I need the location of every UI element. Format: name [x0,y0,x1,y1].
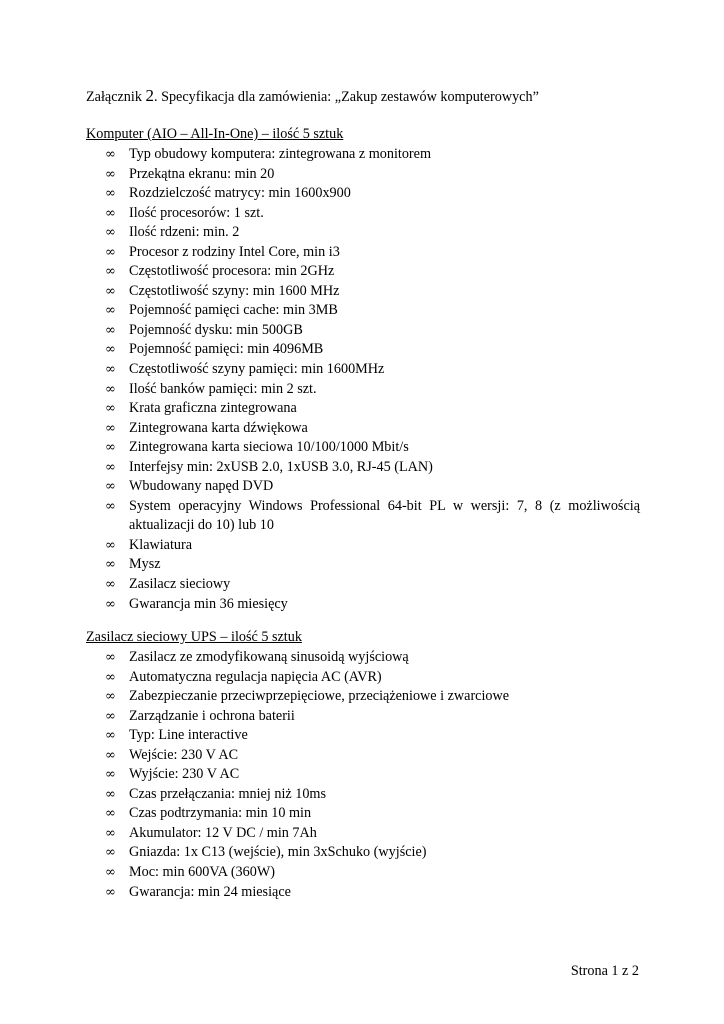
infinity-bullet-icon: ∞ [105,884,116,900]
infinity-bullet-icon: ∞ [105,669,116,685]
list-item-text: Automatyczna regulacja napięcia AC (AVR) [129,668,382,685]
list-item-text: Wbudowany napęd DVD [129,478,274,495]
list-item-text: Rozdzielczość matrycy: min 1600x900 [129,185,351,202]
list-item [86,243,640,263]
infinity-bullet-icon: ∞ [105,186,116,202]
infinity-bullet-icon: ∞ [105,440,116,456]
list-item [86,184,640,204]
list-item [86,824,640,844]
list-item-text: Przekątna ekranu: min 20 [129,165,275,182]
infinity-bullet-icon: ∞ [105,205,116,221]
list-item-text: Moc: min 600VA (360W) [129,864,275,881]
list-item-text: Akumulator: 12 V DC / min 7Ah [129,824,317,841]
list-item [86,165,640,185]
list-item-text: Zasilacz sieciowy [129,576,231,593]
list-item [86,883,640,903]
infinity-bullet-icon: ∞ [105,728,116,744]
list-item-text: Ilość rdzeni: min. 2 [129,224,240,241]
infinity-bullet-icon: ∞ [105,381,116,397]
title-prefix: Załącznik [86,89,142,105]
infinity-bullet-icon: ∞ [105,244,116,260]
list-item [86,262,640,282]
list-item-text: Interfejsy min: 2xUSB 2.0, 1xUSB 3.0, RJ-45 (LAN) [129,458,433,475]
infinity-bullet-icon: ∞ [105,322,116,338]
list-item-text: Gwarancja min 36 miesięcy [129,595,288,612]
list-item [86,707,640,727]
infinity-bullet-icon: ∞ [105,362,116,378]
page-number: Strona 1 z 2 [570,963,639,979]
list-item [86,301,640,321]
list-item [86,575,640,595]
list-item [86,785,640,805]
list-item-text: Częstotliwość procesora: min 2GHz [129,263,335,280]
list-item-text: Wejście: 230 V AC [129,746,239,763]
infinity-bullet-icon: ∞ [105,596,116,612]
list-item [86,843,640,863]
spec-list-computer [86,145,640,614]
list-item-text: Zasilacz ze zmodyfikowaną sinusoidą wyjściową [129,649,409,665]
infinity-bullet-icon: ∞ [105,264,116,280]
list-item [86,477,640,497]
infinity-bullet-icon: ∞ [105,225,116,241]
list-item [86,340,640,360]
list-item-text: Zabezpieczanie przeciwprzepięciowe, przeciążeniowe i zwarciowe [129,688,510,705]
infinity-bullet-icon: ∞ [105,806,116,822]
list-item [86,204,640,224]
list-item [86,321,640,341]
infinity-bullet-icon: ∞ [105,420,116,436]
list-item [86,438,640,458]
section-heading-computer: Komputer (AIO – All-In-One) – ilość 5 sztuk [86,126,344,142]
infinity-bullet-icon: ∞ [105,650,116,665]
list-item-text: Gwarancja: min 24 miesiące [129,883,291,900]
infinity-bullet-icon: ∞ [105,283,116,299]
list-item-text: Czas przełączania: mniej niż 10ms [129,785,326,802]
infinity-bullet-icon: ∞ [105,537,116,553]
infinity-bullet-icon: ∞ [105,708,116,724]
section-heading-ups: Zasilacz sieciowy UPS – ilość 5 sztuk [86,629,302,645]
list-item-text: Zintegrowana karta dźwiękowa [129,419,308,436]
list-item [86,863,640,883]
infinity-bullet-icon: ∞ [105,557,116,573]
spec-list-ups [86,648,640,902]
list-item-text: Czas podtrzymania: min 10 min [129,805,312,822]
list-item-text: Typ: Line interactive [129,727,248,744]
infinity-bullet-icon: ∞ [105,303,116,319]
list-item [86,595,640,615]
infinity-bullet-icon: ∞ [105,747,116,763]
infinity-bullet-icon: ∞ [105,401,116,417]
list-item [86,399,640,419]
list-item [86,223,640,243]
list-item [86,536,640,556]
infinity-bullet-icon: ∞ [105,577,116,593]
list-item [86,145,640,165]
list-item [86,746,640,766]
list-item [86,726,640,746]
list-item-text: Pojemność dysku: min 500GB [129,321,303,338]
infinity-bullet-icon: ∞ [105,865,116,881]
list-item [86,380,640,400]
list-item-text: Pojemność pamięci cache: min 3MB [129,302,338,319]
document-title [86,86,539,107]
list-item [86,458,640,478]
infinity-bullet-icon: ∞ [105,786,116,802]
list-item-text: Zintegrowana karta sieciowa 10/100/1000 Mbit/s [129,439,409,456]
list-item [86,497,640,536]
list-item [86,555,640,575]
list-item [86,282,640,302]
title-rest: . Specyfikacja dla zamówienia: „Zakup zestawów komputerowych” [153,89,539,105]
list-item [86,360,640,380]
infinity-bullet-icon: ∞ [105,147,116,162]
infinity-bullet-icon: ∞ [105,479,116,495]
infinity-bullet-icon: ∞ [105,459,116,475]
infinity-bullet-icon: ∞ [105,689,116,705]
list-item-text: Krata graficzna zintegrowana [129,400,297,417]
title-number: 2 [145,86,154,105]
list-item-text: Częstotliwość szyny pamięci: min 1600MHz [129,361,385,378]
list-item [86,687,640,707]
list-item-text: System operacyjny Windows Professional 64-bit PL w wersji: 7, 8 (z możliwością aktualizacji do 10) lub 10 [129,497,640,534]
list-item [86,765,640,785]
list-item-text: Klawiatura [129,536,193,553]
infinity-bullet-icon: ∞ [105,845,116,861]
infinity-bullet-icon: ∞ [105,825,116,841]
list-item-text: Typ obudowy komputera: zintegrowana z monitorem [129,146,431,162]
list-item-text: Mysz [129,556,161,573]
list-item-text: Gniazda: 1x C13 (wejście), min 3xSchuko (wyjście) [129,844,427,861]
infinity-bullet-icon: ∞ [105,767,116,783]
list-item-text: Procesor z rodziny Intel Core, min i3 [129,243,340,260]
list-item-text: Zarządzanie i ochrona baterii [129,707,295,724]
list-item-text: Ilość procesorów: 1 szt. [129,204,264,221]
list-item-text: Częstotliwość szyny: min 1600 MHz [129,282,340,299]
infinity-bullet-icon: ∞ [105,498,116,514]
list-item [86,419,640,439]
list-item-text: Pojemność pamięci: min 4096MB [129,341,324,358]
list-item [86,668,640,688]
infinity-bullet-icon: ∞ [105,342,116,358]
list-item-text: Ilość banków pamięci: min 2 szt. [129,380,317,397]
list-item [86,804,640,824]
list-item [86,648,640,668]
list-item-text: Wyjście: 230 V AC [129,766,240,783]
infinity-bullet-icon: ∞ [105,166,116,182]
